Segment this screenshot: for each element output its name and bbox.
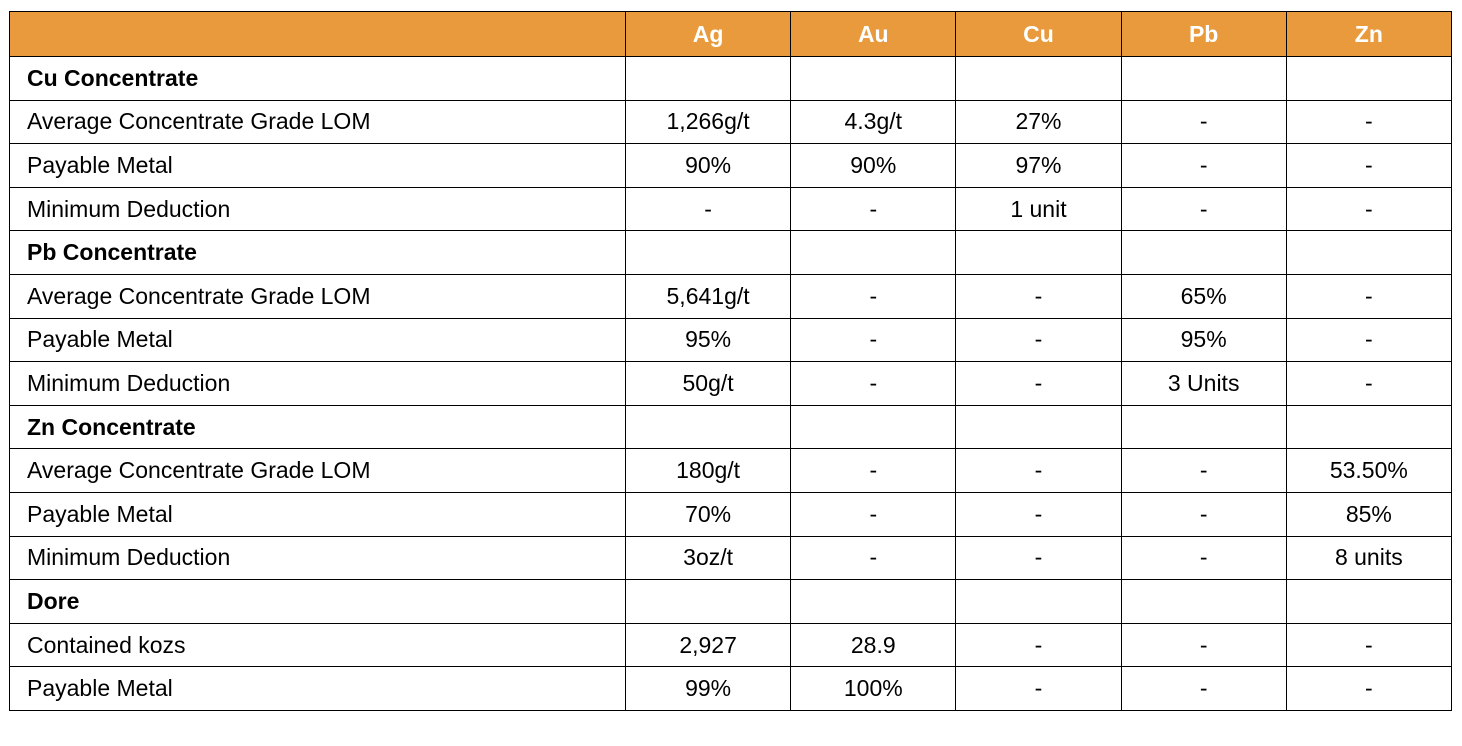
empty-cell xyxy=(956,231,1121,275)
empty-cell xyxy=(1121,580,1286,624)
value-cell-cu: - xyxy=(956,318,1121,362)
value-cell-cu: - xyxy=(956,667,1121,711)
empty-cell xyxy=(1286,57,1451,101)
header-cell-pb: Pb xyxy=(1121,12,1286,57)
value-cell-cu: - xyxy=(956,449,1121,493)
section-row xyxy=(10,57,1452,101)
row-label: Payable Metal xyxy=(10,667,626,711)
empty-cell xyxy=(1286,231,1451,275)
value-cell-zn: - xyxy=(1286,187,1451,231)
empty-cell xyxy=(791,57,956,101)
section-title: Pb Concentrate xyxy=(10,231,626,275)
header-cell-zn: Zn xyxy=(1286,12,1451,57)
row-label: Payable Metal xyxy=(10,144,626,188)
value-cell-cu: - xyxy=(956,536,1121,580)
table-row xyxy=(10,667,1452,711)
header-cell-cu: Cu xyxy=(956,12,1121,57)
empty-cell xyxy=(956,405,1121,449)
value-cell-zn: - xyxy=(1286,318,1451,362)
value-cell-au: 4.3g/t xyxy=(791,100,956,144)
empty-cell xyxy=(626,57,791,101)
value-cell-pb: - xyxy=(1121,449,1286,493)
value-cell-au: - xyxy=(791,492,956,536)
table-row xyxy=(10,623,1452,667)
empty-cell xyxy=(626,405,791,449)
empty-cell xyxy=(1121,231,1286,275)
value-cell-cu: 97% xyxy=(956,144,1121,188)
header-cell-blank xyxy=(10,12,626,57)
value-cell-au: - xyxy=(791,318,956,362)
section-row xyxy=(10,405,1452,449)
value-cell-zn: 8 units xyxy=(1286,536,1451,580)
value-cell-au: - xyxy=(791,187,956,231)
row-label: Payable Metal xyxy=(10,492,626,536)
header-cell-au: Au xyxy=(791,12,956,57)
row-label: Minimum Deduction xyxy=(10,536,626,580)
value-cell-pb: - xyxy=(1121,667,1286,711)
value-cell-cu: - xyxy=(956,274,1121,318)
value-cell-pb: - xyxy=(1121,100,1286,144)
value-cell-cu: - xyxy=(956,362,1121,406)
value-cell-ag: 5,641g/t xyxy=(626,274,791,318)
section-row xyxy=(10,580,1452,624)
value-cell-zn: - xyxy=(1286,144,1451,188)
empty-cell xyxy=(956,580,1121,624)
value-cell-zn: 53.50% xyxy=(1286,449,1451,493)
empty-cell xyxy=(791,405,956,449)
value-cell-au: - xyxy=(791,274,956,318)
value-cell-zn: - xyxy=(1286,100,1451,144)
value-cell-zn: - xyxy=(1286,667,1451,711)
value-cell-au: - xyxy=(791,449,956,493)
value-cell-cu: 1 unit xyxy=(956,187,1121,231)
empty-cell xyxy=(1121,57,1286,101)
value-cell-au: 100% xyxy=(791,667,956,711)
value-cell-ag: 3oz/t xyxy=(626,536,791,580)
section-title: Zn Concentrate xyxy=(10,405,626,449)
value-cell-ag: 50g/t xyxy=(626,362,791,406)
value-cell-ag: - xyxy=(626,187,791,231)
empty-cell xyxy=(1286,405,1451,449)
value-cell-ag: 2,927 xyxy=(626,623,791,667)
row-label: Average Concentrate Grade LOM xyxy=(10,100,626,144)
table-header-row xyxy=(10,12,1452,57)
table-row xyxy=(10,100,1452,144)
table-row xyxy=(10,362,1452,406)
value-cell-ag: 90% xyxy=(626,144,791,188)
table-row xyxy=(10,274,1452,318)
value-cell-au: 28.9 xyxy=(791,623,956,667)
section-title: Cu Concentrate xyxy=(10,57,626,101)
value-cell-pb: 3 Units xyxy=(1121,362,1286,406)
value-cell-au: - xyxy=(791,536,956,580)
value-cell-pb: - xyxy=(1121,144,1286,188)
value-cell-pb: - xyxy=(1121,536,1286,580)
value-cell-pb: 95% xyxy=(1121,318,1286,362)
table-row xyxy=(10,318,1452,362)
empty-cell xyxy=(626,580,791,624)
row-label: Average Concentrate Grade LOM xyxy=(10,449,626,493)
value-cell-ag: 70% xyxy=(626,492,791,536)
table-body xyxy=(10,57,1452,711)
value-cell-zn: - xyxy=(1286,362,1451,406)
section-row xyxy=(10,231,1452,275)
value-cell-au: 90% xyxy=(791,144,956,188)
value-cell-pb: 65% xyxy=(1121,274,1286,318)
section-title: Dore xyxy=(10,580,626,624)
table-row xyxy=(10,449,1452,493)
value-cell-ag: 180g/t xyxy=(626,449,791,493)
value-cell-ag: 99% xyxy=(626,667,791,711)
table-row xyxy=(10,492,1452,536)
value-cell-pb: - xyxy=(1121,623,1286,667)
empty-cell xyxy=(1121,405,1286,449)
value-cell-au: - xyxy=(791,362,956,406)
value-cell-cu: - xyxy=(956,492,1121,536)
empty-cell xyxy=(626,231,791,275)
row-label: Minimum Deduction xyxy=(10,362,626,406)
table-row xyxy=(10,144,1452,188)
row-label: Payable Metal xyxy=(10,318,626,362)
value-cell-pb: - xyxy=(1121,492,1286,536)
empty-cell xyxy=(791,580,956,624)
empty-cell xyxy=(956,57,1121,101)
row-label: Contained kozs xyxy=(10,623,626,667)
header-cell-ag: Ag xyxy=(626,12,791,57)
value-cell-zn: - xyxy=(1286,623,1451,667)
value-cell-cu: 27% xyxy=(956,100,1121,144)
value-cell-zn: - xyxy=(1286,274,1451,318)
table-row xyxy=(10,536,1452,580)
empty-cell xyxy=(791,231,956,275)
row-label: Average Concentrate Grade LOM xyxy=(10,274,626,318)
value-cell-ag: 1,266g/t xyxy=(626,100,791,144)
value-cell-zn: 85% xyxy=(1286,492,1451,536)
value-cell-ag: 95% xyxy=(626,318,791,362)
value-cell-cu: - xyxy=(956,623,1121,667)
table-row xyxy=(10,187,1452,231)
terms-table xyxy=(9,11,1452,711)
value-cell-pb: - xyxy=(1121,187,1286,231)
empty-cell xyxy=(1286,580,1451,624)
row-label: Minimum Deduction xyxy=(10,187,626,231)
